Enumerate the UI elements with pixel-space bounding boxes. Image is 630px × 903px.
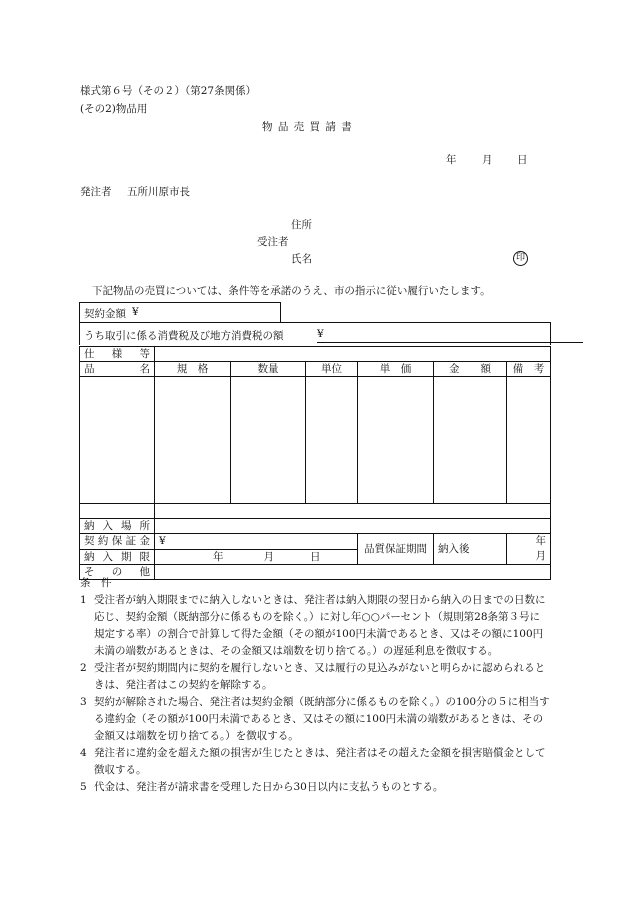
condition-text: 契約が解除された場合、発注者は契約金額（既納部分に係るものを除く。）の100分の５に相当する違約金（その額が100円未満であるとき、又はその額に100円未満の端数があるときは、その金額又は端数を切り捨てる。）を徴収する。 bbox=[94, 696, 550, 742]
col-amount: 金 額 bbox=[434, 362, 507, 377]
items-table bbox=[79, 346, 551, 580]
deposit-label: 契約保証金 bbox=[80, 534, 155, 550]
other-value bbox=[155, 565, 551, 580]
col-item-name: 品 名 bbox=[80, 362, 155, 377]
col-quantity: 数量 bbox=[231, 362, 306, 377]
condition-number: 5 bbox=[80, 781, 87, 793]
condition-text: 受注者が納入期限までに納入しないときは、発注者は納入期限の翌日から納入の日までの日数に応じ、契約金額（既納部分に係るものを除く。）に対し年○○パーセント（規則第28条第３号に規定する率）の割合で計算して得た金額（その額が100円未満であるとき、又はその額に100円未満の端数があるときは、その金額又は端数を切り捨てる。）の遅延利息を徴収する。 bbox=[94, 594, 546, 657]
blank-cell-wide bbox=[155, 504, 551, 519]
conditions-heading: 条 件 bbox=[80, 577, 112, 589]
contract-amount-currency: ¥ bbox=[132, 306, 139, 318]
col-spec: 規 格 bbox=[155, 362, 231, 377]
contract-amount-box bbox=[79, 302, 281, 323]
date-month-label: 月 bbox=[482, 154, 493, 166]
conditions-list bbox=[80, 592, 550, 796]
delivery-deadline-label: 納 入 期 限 bbox=[80, 549, 155, 565]
condition-item bbox=[80, 660, 550, 694]
form-type: (その2)物品用 bbox=[80, 103, 148, 115]
items-body-row bbox=[80, 377, 551, 504]
item-unit-cell bbox=[306, 377, 358, 504]
document-title: 物 品 売 買 請 書 bbox=[262, 121, 353, 133]
warranty-label: 品質保証期間 bbox=[358, 534, 434, 565]
tax-underline bbox=[317, 342, 583, 343]
col-remarks: 備 考 bbox=[507, 362, 551, 377]
blank-row bbox=[80, 504, 551, 519]
contract-amount-label: 契約金額 bbox=[84, 308, 126, 320]
date-year-label: 年 bbox=[446, 154, 457, 166]
condition-number: 2 bbox=[80, 662, 87, 674]
other-row bbox=[80, 565, 551, 580]
form-number: 様式第６号（その２）（第27条関係） bbox=[80, 85, 257, 97]
address-label: 住所 bbox=[291, 219, 312, 231]
item-unit-price-cell bbox=[358, 377, 434, 504]
warranty-month: 月 bbox=[535, 550, 546, 562]
orderer-name: 五所川原市長 bbox=[127, 186, 190, 198]
condition-text: 代金は、発注者が請求書を受理した日から30日以内に支払うものとする。 bbox=[94, 781, 444, 793]
seal-icon: 印 bbox=[513, 251, 528, 266]
intro-text: 下記物品の売買については、条件等を承諾のうえ、市の指示に従い履行いたします。 bbox=[92, 285, 491, 297]
delivery-place-row bbox=[80, 519, 551, 534]
column-header-row bbox=[80, 362, 551, 377]
item-amount-cell bbox=[434, 377, 507, 504]
condition-item bbox=[80, 779, 550, 796]
deadline-month: 月 bbox=[263, 550, 274, 563]
warranty-after: 納入後 bbox=[434, 534, 507, 565]
condition-text: 受注者が契約期間内に契約を履行しないとき、又は履行の見込みがないと明らかに認められるときは、発注者はこの契約を解除する。 bbox=[94, 662, 546, 691]
item-name-cell bbox=[80, 377, 155, 504]
orderer-label: 発注者 bbox=[80, 186, 112, 198]
warranty-year: 年 bbox=[535, 535, 546, 547]
delivery-place-value bbox=[155, 519, 551, 534]
deposit-row bbox=[80, 534, 551, 550]
spec-row bbox=[80, 347, 551, 362]
name-label: 氏名 bbox=[291, 253, 312, 265]
other-label: そ の 他 bbox=[80, 565, 155, 580]
blank-cell bbox=[80, 504, 155, 519]
tax-row bbox=[79, 322, 551, 345]
contractor-label: 受注者 bbox=[257, 236, 289, 248]
col-unit-price: 単 価 bbox=[358, 362, 434, 377]
condition-text: 発注者に違約金を超えた額の損害が生じたときは、発注者はその超えた金額を損害賠償金として徴収する。 bbox=[94, 747, 546, 776]
spec-value bbox=[155, 347, 551, 362]
delivery-deadline-value bbox=[155, 549, 358, 565]
tax-label: うち取引に係る消費税及び地方消費税の額 bbox=[84, 330, 284, 342]
item-spec-cell bbox=[155, 377, 231, 504]
spec-label: 仕 様 等 bbox=[80, 347, 155, 362]
item-remarks-cell bbox=[507, 377, 551, 504]
condition-item bbox=[80, 745, 550, 779]
condition-item bbox=[80, 592, 550, 660]
item-quantity-cell bbox=[231, 377, 306, 504]
warranty-period bbox=[507, 534, 551, 565]
seal-mark bbox=[513, 251, 528, 266]
date-day-label: 日 bbox=[517, 154, 528, 166]
condition-number: 1 bbox=[80, 594, 87, 606]
col-unit: 単位 bbox=[306, 362, 358, 377]
condition-number: 4 bbox=[80, 747, 87, 759]
deadline-year: 年 bbox=[213, 550, 224, 563]
condition-number: 3 bbox=[80, 696, 87, 708]
condition-item bbox=[80, 694, 550, 745]
tax-currency: ¥ bbox=[317, 328, 324, 340]
deposit-currency: ¥ bbox=[159, 535, 166, 548]
deposit-value bbox=[155, 534, 358, 550]
delivery-place-label: 納 入 場 所 bbox=[80, 519, 155, 534]
deadline-day: 日 bbox=[310, 550, 321, 563]
